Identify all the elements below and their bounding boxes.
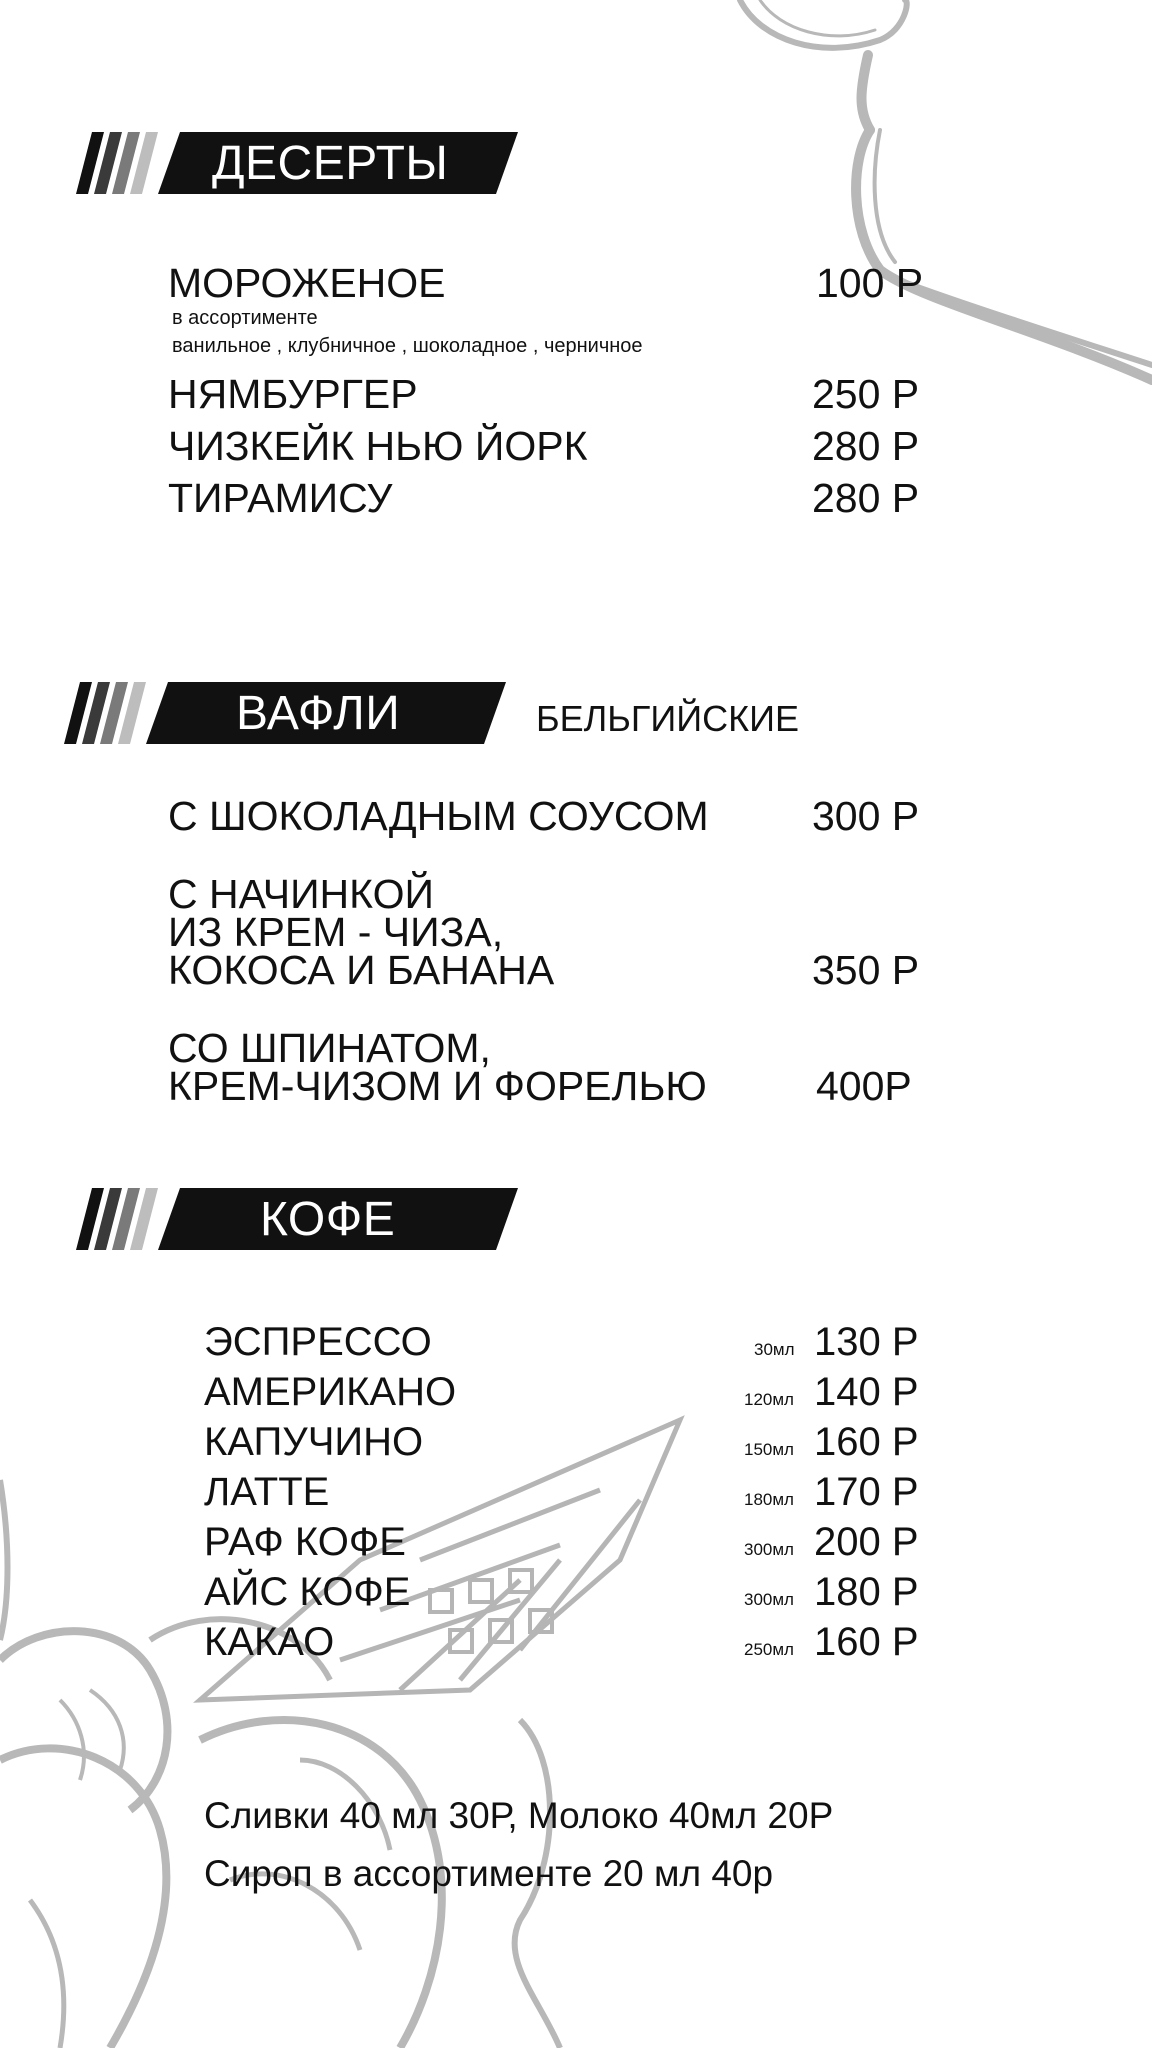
list-item-name: МОРОЖЕНОЕ	[168, 260, 446, 306]
desserts-banner	[76, 132, 528, 194]
list-item-name: АЙС КОФЕ	[204, 1570, 411, 1614]
waffles-banner	[64, 682, 516, 744]
list-item-name: КРЕМ-ЧИЗОМ И ФОРЕЛЬЮ	[168, 1063, 707, 1109]
list-item-name: ЛАТТЕ	[204, 1470, 330, 1514]
list-item-price: 160 Р	[814, 1620, 919, 1664]
list-item-name: КАКАО	[204, 1620, 335, 1664]
list-item-price: 280 Р	[812, 475, 920, 521]
list-item-price: 250 Р	[812, 371, 920, 417]
list-item-price: 200 Р	[814, 1520, 919, 1564]
list-item-price: 140 Р	[814, 1370, 919, 1414]
list-item-volume: 180мл	[744, 1490, 794, 1509]
list-item-note: в ассортименте	[172, 307, 318, 329]
waffles-title: ВАФЛИ	[236, 687, 401, 740]
list-item-price: 300 Р	[812, 793, 920, 839]
list-item-price: 170 Р	[814, 1470, 919, 1514]
list-item-volume: 250мл	[744, 1640, 794, 1659]
list-item-name: С ШОКОЛАДНЫМ СОУСОМ	[168, 793, 709, 839]
ice-cream-scoops-sketch	[0, 1480, 560, 2048]
list-item-volume: 150мл	[744, 1440, 794, 1459]
list-item-price: 180 Р	[814, 1570, 919, 1614]
list-item-price: 160 Р	[814, 1420, 919, 1464]
list-item-name: АМЕРИКАНО	[204, 1370, 457, 1414]
coffee-extras-line: Сливки 40 мл 30Р, Молоко 40мл 20Р	[204, 1795, 834, 1836]
spoon-sketch	[740, 0, 1152, 380]
list-item-name: ТИРАМИСУ	[168, 475, 393, 521]
list-item-volume: 300мл	[744, 1540, 794, 1559]
desserts-title: ДЕСЕРТЫ	[212, 137, 449, 190]
list-item-name: КОКОСА И БАНАНА	[168, 947, 555, 993]
coffee-extras-line: Сироп в ассортименте 20 мл 40р	[204, 1853, 774, 1894]
list-item-name: ЧИЗКЕЙК НЬЮ ЙОРК	[168, 423, 588, 469]
list-item-price: 400Р	[816, 1063, 912, 1109]
list-item-price: 130 Р	[814, 1320, 919, 1364]
list-item-name: С НАЧИНКОЙ	[168, 871, 434, 917]
list-item-name: СО ШПИНАТОМ,	[168, 1025, 491, 1071]
list-item-name: ЭСПРЕССО	[204, 1320, 432, 1364]
list-item-flavors: ванильное , клубничное , шоколадное , черничное	[172, 335, 643, 357]
list-item-price: 280 Р	[812, 423, 920, 469]
list-item-name: НЯМБУРГЕР	[168, 371, 418, 417]
list-item-name: ИЗ КРЕМ - ЧИЗА,	[168, 909, 504, 955]
list-item-name: РАФ КОФЕ	[204, 1520, 406, 1564]
coffee-banner	[76, 1188, 528, 1250]
list-item-volume: 300мл	[744, 1590, 794, 1609]
list-item-volume: 30мл	[754, 1340, 795, 1359]
list-item-name: КАПУЧИНО	[204, 1420, 424, 1464]
coffee-title: КОФЕ	[260, 1193, 396, 1246]
list-item-price: 100 Р	[816, 260, 924, 306]
waffles-subtitle: БЕЛЬГИЙСКИЕ	[536, 698, 799, 739]
list-item-price: 350 Р	[812, 947, 920, 993]
list-item-volume: 120мл	[744, 1390, 794, 1409]
